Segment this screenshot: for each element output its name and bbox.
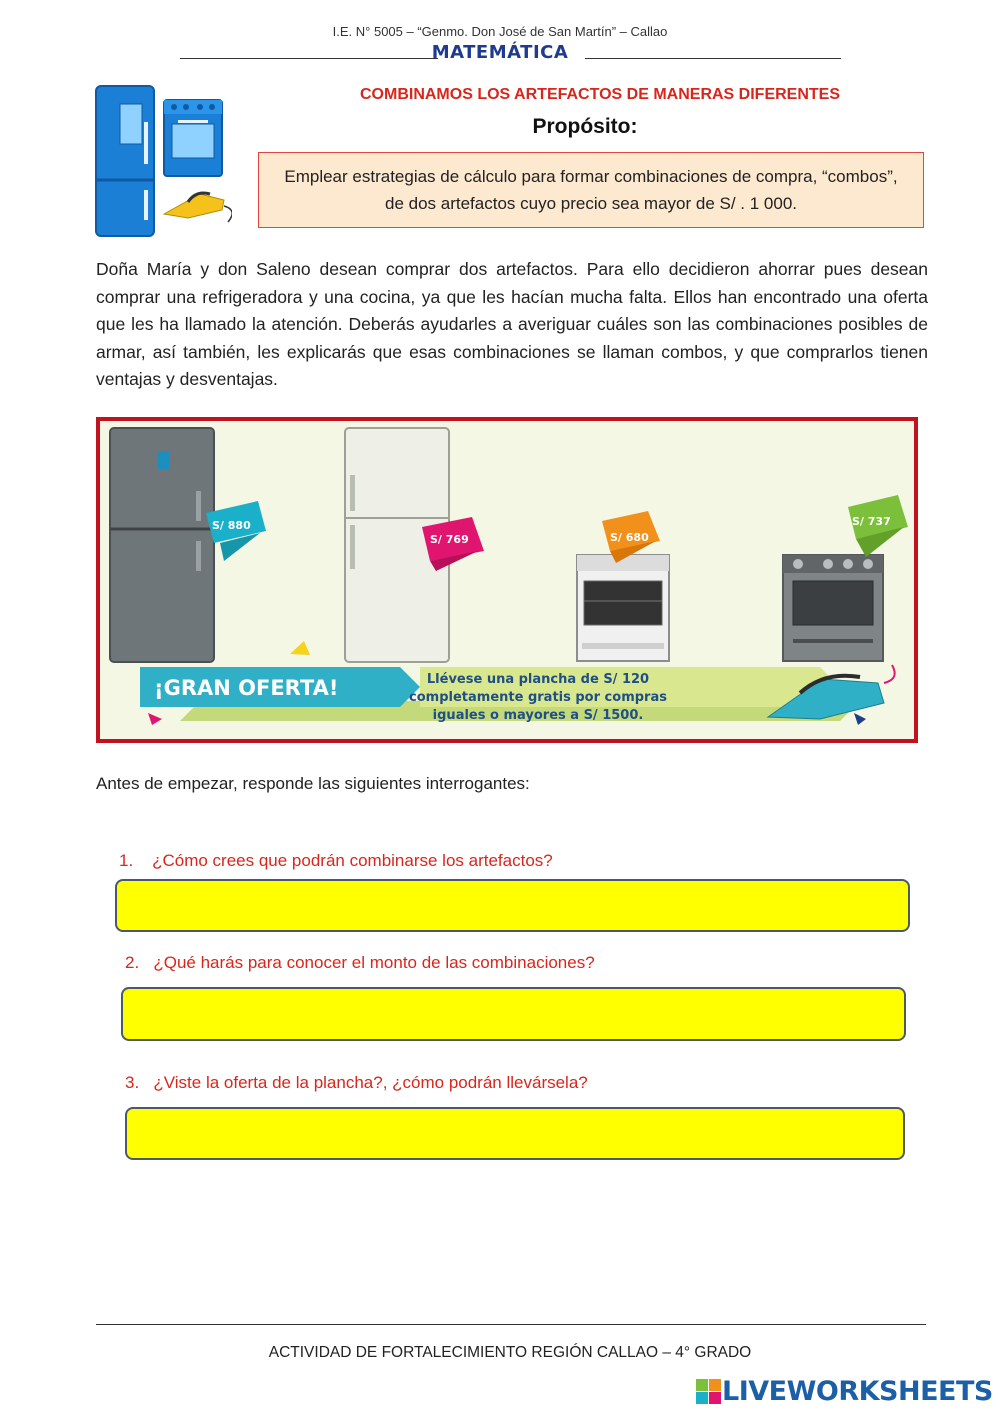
question-text: ¿Cómo crees que podrán combinarse los artefactos? xyxy=(152,851,553,870)
stove-gray-icon xyxy=(783,555,883,661)
price-tag-label-2: S/ 769 xyxy=(430,533,469,546)
price-tag-label-3: S/ 680 xyxy=(610,531,649,544)
intro-text: Antes de empezar, responde las siguientes interrogantes: xyxy=(96,774,530,793)
answer-input-3[interactable] xyxy=(125,1107,905,1160)
purpose-label: Propósito: xyxy=(532,115,638,138)
offer-banner xyxy=(96,417,918,743)
question-number: 1. xyxy=(119,851,134,870)
fridge-icon xyxy=(96,86,154,236)
offer-headline: ¡GRAN OFERTA! xyxy=(154,676,339,700)
purpose-text: Emplear estrategias de cálculo para formar combinaciones de compra, “combos”, de dos artefactos cuyo precio sea mayor de S/ . 1 000. xyxy=(284,167,898,213)
answer-input-1[interactable] xyxy=(115,879,910,932)
liveworksheets-icon xyxy=(696,1379,722,1405)
iron-icon xyxy=(164,193,232,222)
question-text: ¿Qué harás para conocer el monto de las combinaciones? xyxy=(153,953,595,972)
appliances-illustration xyxy=(92,82,232,242)
footer-rule xyxy=(96,1324,926,1325)
offer-line-2: completamente gratis por compras xyxy=(409,690,667,705)
answer-input-2[interactable] xyxy=(121,987,906,1041)
offer-illustration xyxy=(100,421,914,739)
question-number: 2. xyxy=(125,953,140,972)
story-paragraph: Doña María y don Saleno desean comprar dos artefactos. Para ello decidieron ahorrar pues desean comprar una refrigeradora y una cocina, ya que les hacían mucha falta. Ellos han encontrado una oferta que les ha llamado la atención. Deberás ayudarles a averiguar cuáles son las combinaciones posibles de armar, así también, les explicarás que esas combinaciones se llaman combos, y que comprarlos tienen ventajas y desventajas. xyxy=(96,259,928,390)
school-header: I.E. N° 5005 – “Genmo. Don José de San Martín” – Callao xyxy=(332,24,668,39)
question-3 xyxy=(125,1073,588,1093)
fridge-gray-icon xyxy=(110,428,214,662)
header-rule-right xyxy=(585,58,841,59)
question-number: 3. xyxy=(125,1073,140,1092)
price-tag-label-1: S/ 880 xyxy=(212,519,251,532)
purpose-box xyxy=(258,152,924,228)
question-1 xyxy=(119,851,553,871)
liveworksheets-logo xyxy=(696,1376,993,1407)
footer-text: ACTIVIDAD DE FORTALECIMIENTO REGIÓN CALLAO – 4° GRADO xyxy=(268,1344,752,1361)
brand-text: LIVEWORKSHEETS xyxy=(722,1376,993,1407)
activity-title: COMBINAMOS LOS ARTEFACTOS DE MANERAS DIFERENTES xyxy=(359,86,841,103)
offer-line-3: iguales o mayores a S/ 1500. xyxy=(432,708,644,723)
stove-white-icon xyxy=(577,555,669,661)
price-tag-4 xyxy=(848,495,908,557)
question-text: ¿Viste la oferta de la plancha?, ¿cómo podrán llevársela? xyxy=(153,1073,588,1092)
price-tag-label-4: S/ 737 xyxy=(852,515,891,528)
subject-title: MATEMÁTICA xyxy=(431,42,569,63)
question-2 xyxy=(125,953,595,973)
offer-line-1: Llévese una plancha de S/ 120 xyxy=(426,672,650,687)
stove-icon xyxy=(164,100,222,176)
